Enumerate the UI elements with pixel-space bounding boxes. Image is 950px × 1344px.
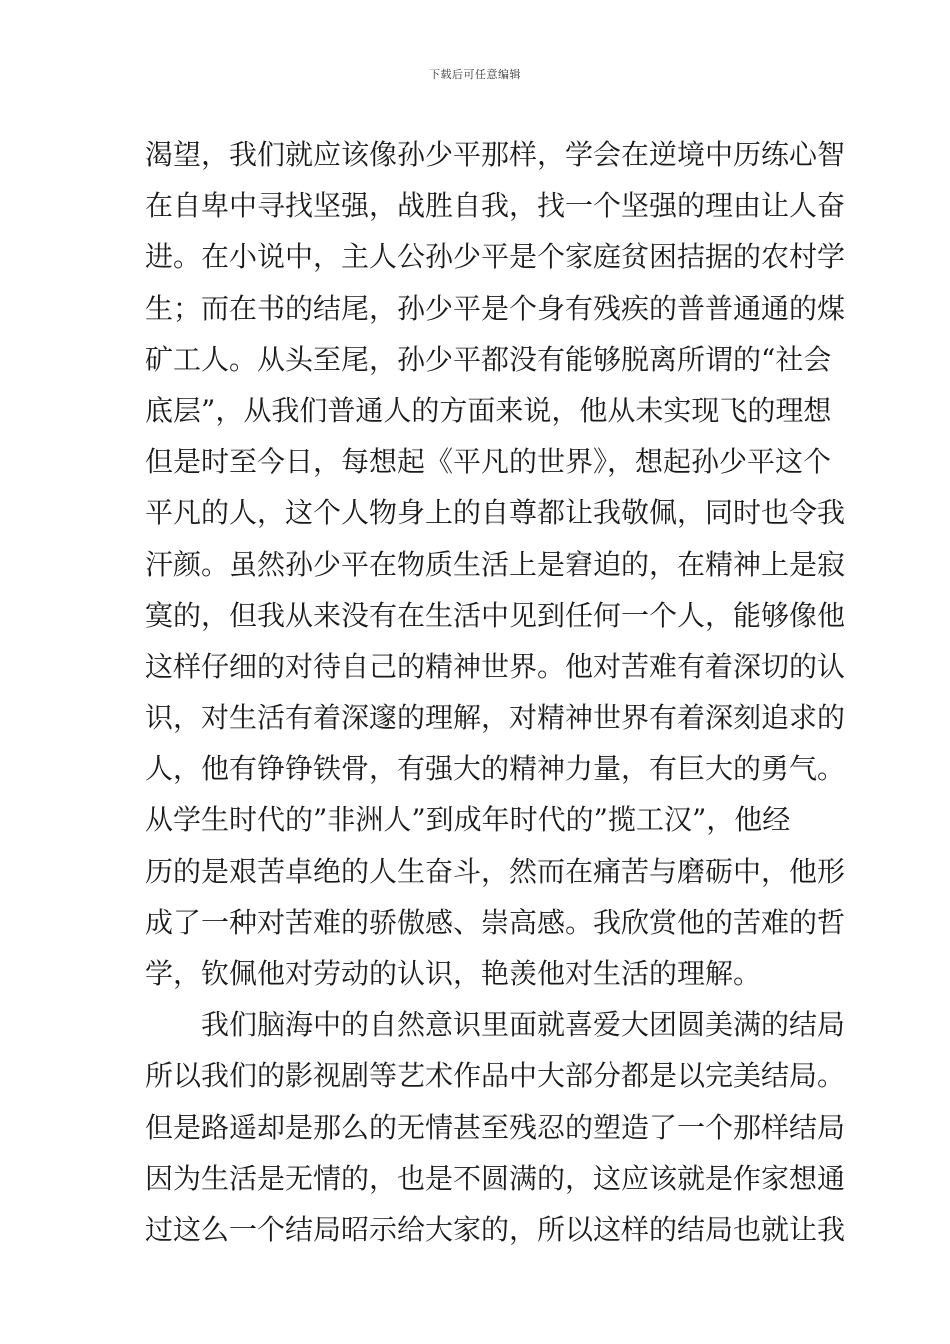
text-line: 但是路遥却是那么的无情甚至残忍的塑造了一个那样结局	[145, 1110, 846, 1144]
paragraph	[145, 999, 846, 1255]
text-line: 在自卑中寻找坚强，战胜自我，找一个坚强的理由让人奋	[145, 189, 846, 223]
text-line: 矿工人。从头至尾，孙少平都没有能够脱离所谓的“社会	[145, 342, 832, 376]
text-line: 渴望，我们就应该像孙少平那样，学会在逆境中历练心智	[145, 138, 846, 171]
text-line: 底层”，从我们普通人的方面来说，他从未实现飞的理想	[145, 393, 832, 427]
text-line: 汗颜。虽然孙少平在物质生活上是窘迫的，在精神上是寂	[145, 547, 846, 581]
text-line: 这样仔细的对待自己的精神世界。他对苦难有着深切的认	[145, 649, 846, 683]
text-line: 平凡的人，这个人物身上的自尊都让我敬佩，同时也令我	[145, 496, 846, 530]
text-line: 过这么一个结局昭示给大家的，所以这样的结局也就让我	[145, 1212, 846, 1246]
text-line: 但是时至今日，每想起《平凡的世界》，想起孙少平这个	[145, 445, 832, 479]
document-body	[145, 129, 846, 1255]
text-line: 因为生活是无情的，也是不圆满的，这应该就是作家想通	[145, 1161, 846, 1195]
text-line: 生；而在书的结尾，孙少平是个身有残疾的普普通通的煤	[145, 291, 846, 325]
text-line: 学，钦佩他对劳动的认识，艳羡他对生活的理解。	[145, 957, 762, 990]
text-line: 人，他有铮铮铁骨，有强大的精神力量，有巨大的勇气。	[145, 752, 846, 786]
text-line: 成了一种对苦难的骄傲感、崇高感。我欣赏他的苦难的哲	[145, 905, 846, 939]
text-line: 寞的，但我从来没有在生活中见到任何一个人，能够像他	[145, 598, 846, 632]
text-line: 所以我们的影视剧等艺术作品中大部分都是以完美结局。	[145, 1059, 846, 1093]
text-line: 识，对生活有着深邃的理解，对精神世界有着深刻追求的	[145, 701, 846, 735]
paragraph	[145, 129, 846, 999]
text-line: 进。在小说中，主人公孙少平是个家庭贫困拮据的农村学	[145, 240, 846, 274]
text-line: 历的是艰苦卓绝的人生奋斗，然而在痛苦与磨砺中，他形	[145, 854, 846, 888]
text-line: 从学生时代的”非洲人”到成年时代的”揽工汉”，他经	[145, 803, 791, 837]
page-header-note: 下载后可任意编辑	[429, 68, 521, 81]
text-line-first-indented: 我们脑海中的自然意识里面就喜爱大团圆美满的结局	[201, 1008, 846, 1042]
